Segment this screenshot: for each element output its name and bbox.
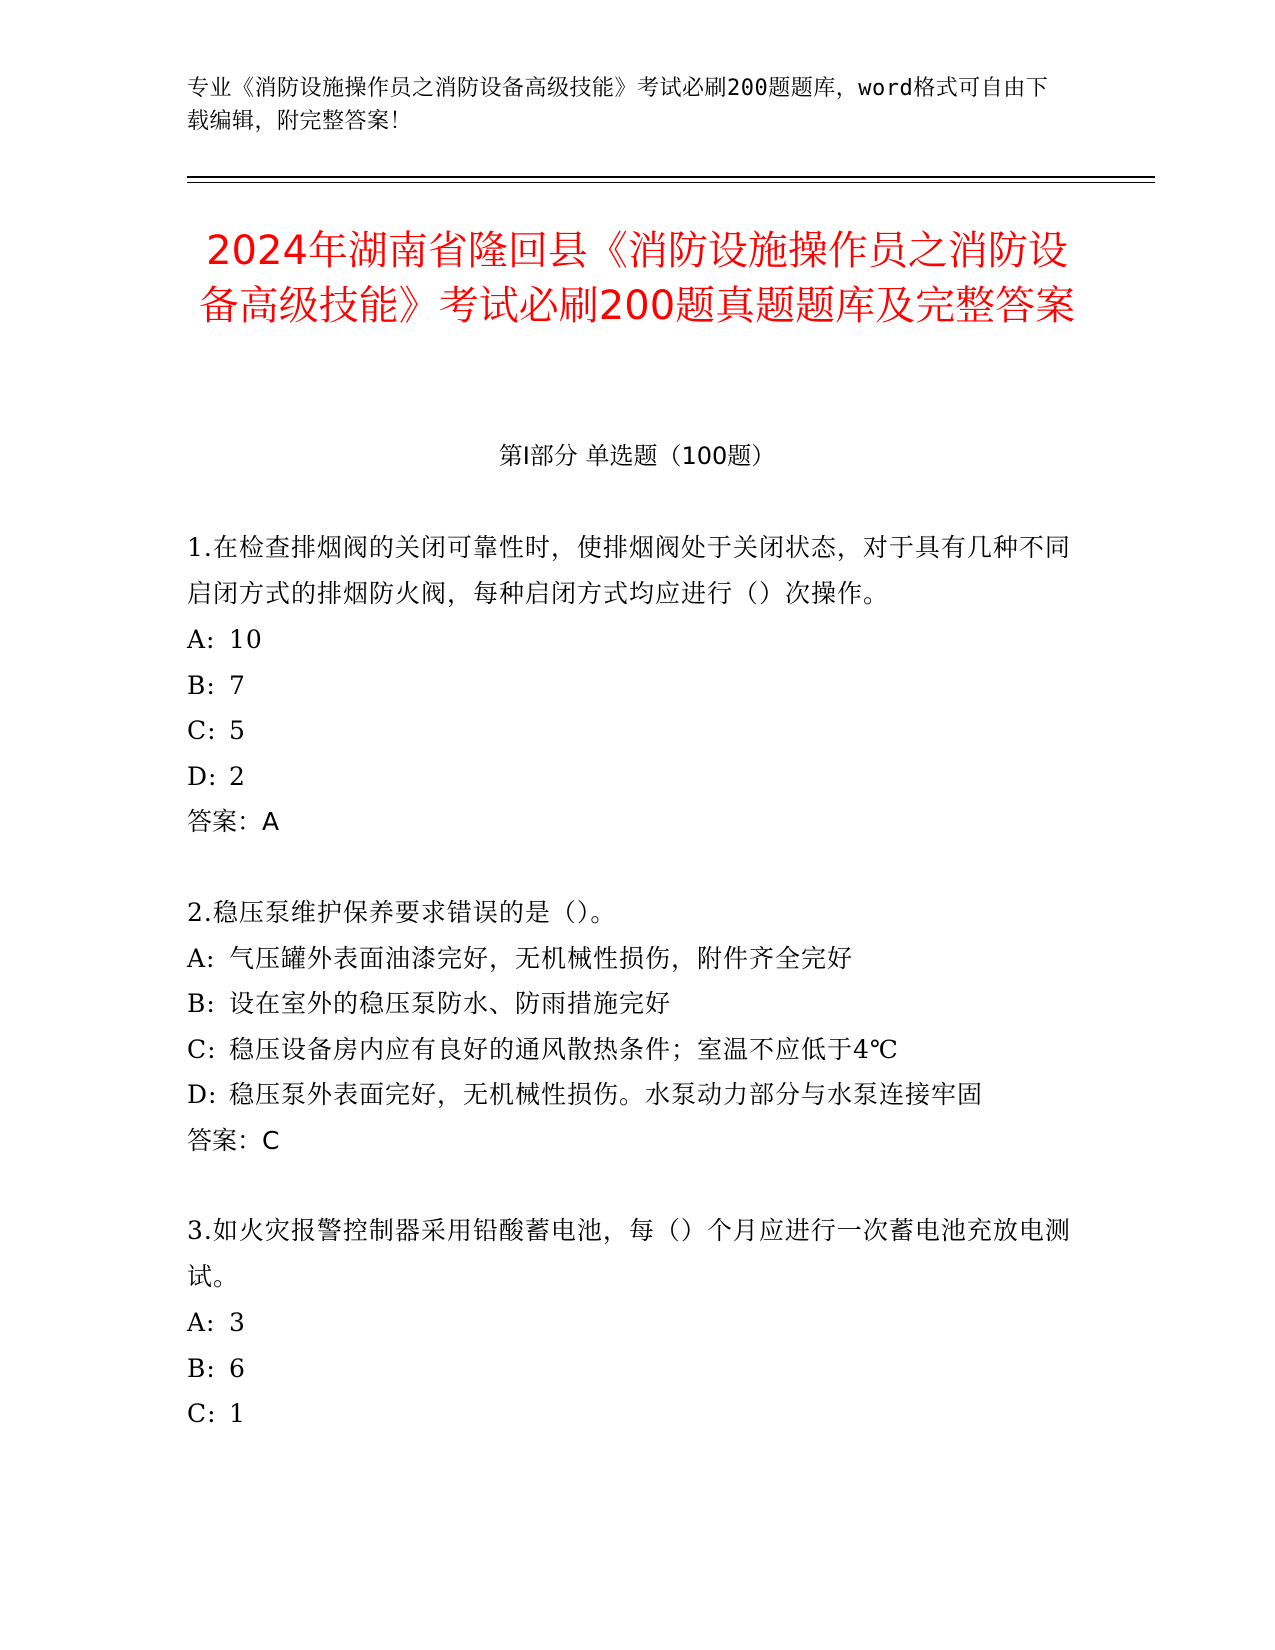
option-b	[187, 663, 1077, 709]
option-text: 7	[229, 670, 246, 700]
option-a	[187, 936, 1077, 982]
option-letter: C:	[187, 1399, 217, 1428]
question-2	[187, 890, 1077, 1164]
question-1	[187, 525, 1077, 845]
question-list	[187, 525, 1077, 1482]
option-c	[187, 1391, 1077, 1437]
option-d	[187, 1072, 1077, 1118]
option-letter: C:	[187, 716, 217, 745]
option-text: 1	[229, 1399, 246, 1428]
option-d	[187, 754, 1077, 800]
option-letter: A:	[187, 943, 216, 973]
option-letter: B:	[187, 670, 216, 700]
header-divider-thick	[187, 176, 1155, 178]
option-text: 设在室外的稳压泵防水、防雨措施完好	[229, 989, 672, 1018]
option-b	[187, 1346, 1077, 1392]
header-divider-thin	[187, 182, 1155, 183]
answer: 答案：A	[187, 807, 280, 836]
question-stem: 1.在检查排烟阀的关闭可靠性时，使排烟阀处于关闭状态，对于具有几种不同启闭方式的排烟防火阀，每种启闭方式均应进行（）次操作。	[187, 533, 1071, 608]
option-letter: B:	[187, 989, 216, 1018]
option-text: 10	[229, 625, 263, 654]
option-a	[187, 1300, 1077, 1346]
option-text: 2	[229, 761, 246, 791]
option-text: 5	[229, 716, 246, 745]
option-a	[187, 617, 1077, 663]
option-text: 稳压泵外表面完好，无机械性损伤。水泵动力部分与水泵连接牢固	[229, 1080, 984, 1109]
option-letter: C:	[187, 1034, 217, 1064]
option-text: 气压罐外表面油漆完好，无机械性损伤，附件齐全完好	[229, 943, 854, 973]
header-note: 专业《消防设施操作员之消防设备高级技能》考试必刷200题题库，word格式可自由下载编辑，附完整答案！	[187, 76, 1049, 134]
section-title: 第I部分 单选题（100题）	[498, 442, 776, 470]
option-letter: D:	[187, 1080, 218, 1109]
answer: 答案：C	[187, 1125, 280, 1155]
option-text: 稳压设备房内应有良好的通风散热条件；室温不应低于4℃	[229, 1034, 899, 1064]
option-c	[187, 1027, 1077, 1073]
question-stem: 2.稳压泵维护保养要求错误的是（）。	[187, 897, 617, 927]
option-b	[187, 981, 1077, 1027]
option-letter: A:	[187, 625, 216, 654]
option-letter: A:	[187, 1308, 216, 1337]
question-3	[187, 1208, 1077, 1437]
option-text: 6	[229, 1353, 246, 1383]
question-stem: 3.如火灾报警控制器采用铅酸蓄电池，每（）个月应进行一次蓄电池充放电测试。	[187, 1216, 1071, 1291]
option-letter: B:	[187, 1353, 216, 1383]
option-letter: D:	[187, 761, 218, 791]
option-text: 3	[229, 1308, 246, 1337]
document-title: 2024年湖南省隆回县《消防设施操作员之消防设备高级技能》考试必刷200题真题题库及完整答案	[198, 228, 1076, 329]
option-c	[187, 708, 1077, 754]
